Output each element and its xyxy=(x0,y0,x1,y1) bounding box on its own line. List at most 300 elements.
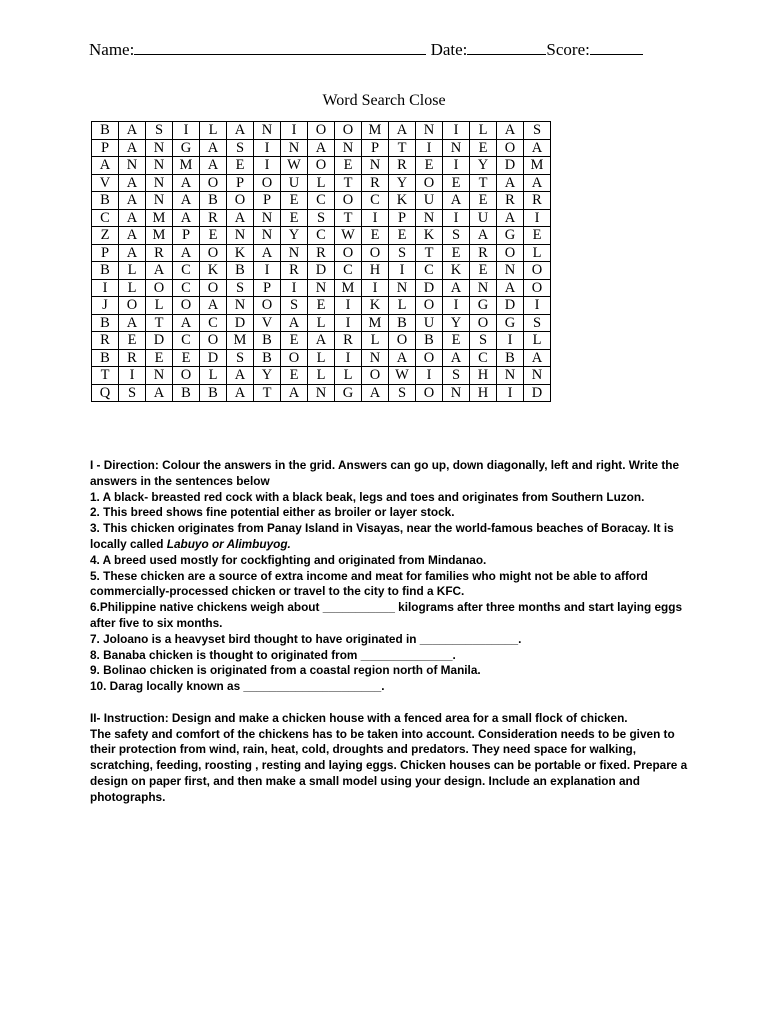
grid-cell[interactable]: O xyxy=(200,332,227,350)
grid-cell[interactable]: O xyxy=(173,367,200,385)
grid-cell[interactable]: O xyxy=(281,349,308,367)
question-6: 6.Philippine native chickens weigh about ___________ kilograms after three months and start laying eggs after five to six months. xyxy=(90,600,683,630)
grid-cell[interactable]: B xyxy=(227,262,254,280)
grid-cell[interactable]: E xyxy=(362,227,389,245)
grid-cell[interactable]: N xyxy=(362,157,389,175)
grid-cell[interactable]: N xyxy=(227,297,254,315)
grid-cell[interactable]: S xyxy=(227,279,254,297)
grid-cell[interactable]: O xyxy=(497,139,524,157)
grid-cell[interactable]: G xyxy=(497,314,524,332)
grid-cell[interactable]: N xyxy=(146,174,173,192)
question-1: 1. A black- breasted red cock with a black beak, legs and toes and originates from Southern Luzon. xyxy=(90,489,645,504)
grid-cell[interactable]: A xyxy=(227,367,254,385)
grid-cell[interactable]: D xyxy=(497,297,524,315)
grid-cell[interactable]: A xyxy=(92,157,119,175)
grid-row xyxy=(92,279,551,297)
grid-cell[interactable]: Y xyxy=(254,367,281,385)
grid-cell[interactable]: C xyxy=(335,262,362,280)
grid-cell[interactable]: U xyxy=(416,314,443,332)
grid-cell[interactable]: D xyxy=(416,279,443,297)
grid-cell[interactable]: A xyxy=(497,122,524,140)
question-10: 10. Darag locally known as _____________________. xyxy=(90,679,385,694)
grid-cell[interactable]: E xyxy=(470,139,497,157)
grid-cell[interactable]: O xyxy=(335,122,362,140)
grid-cell[interactable]: I xyxy=(362,279,389,297)
grid-cell[interactable]: N xyxy=(443,139,470,157)
grid-cell[interactable]: K xyxy=(200,262,227,280)
grid-cell[interactable]: O xyxy=(200,174,227,192)
grid-cell[interactable]: S xyxy=(524,122,551,140)
grid-cell[interactable]: E xyxy=(443,332,470,350)
grid-cell[interactable]: K xyxy=(416,227,443,245)
grid-cell[interactable]: E xyxy=(281,209,308,227)
grid-cell[interactable]: O xyxy=(470,314,497,332)
grid-cell[interactable]: T xyxy=(335,209,362,227)
grid-cell[interactable]: I xyxy=(254,139,281,157)
grid-cell[interactable]: O xyxy=(416,174,443,192)
grid-cell[interactable]: J xyxy=(92,297,119,315)
grid-cell[interactable]: B xyxy=(389,314,416,332)
grid-cell[interactable]: M xyxy=(362,122,389,140)
grid-cell[interactable]: Y xyxy=(470,157,497,175)
name-label: Name: xyxy=(89,40,135,59)
grid-cell[interactable]: R xyxy=(308,244,335,262)
grid-cell[interactable]: O xyxy=(119,297,146,315)
grid-cell[interactable]: I xyxy=(281,122,308,140)
grid-cell[interactable]: A xyxy=(497,174,524,192)
grid-cell[interactable]: I xyxy=(254,157,281,175)
grid-cell[interactable]: B xyxy=(92,122,119,140)
grid-cell[interactable]: A xyxy=(119,174,146,192)
grid-cell[interactable]: S xyxy=(389,384,416,402)
grid-cell[interactable]: A xyxy=(119,192,146,210)
grid-cell[interactable]: G xyxy=(335,384,362,402)
grid-cell[interactable]: N xyxy=(254,122,281,140)
grid-cell[interactable]: N xyxy=(227,227,254,245)
grid-cell[interactable]: E xyxy=(416,157,443,175)
grid-cell[interactable]: A xyxy=(119,209,146,227)
grid-cell[interactable]: T xyxy=(389,139,416,157)
grid-cell[interactable]: A xyxy=(308,332,335,350)
grid-cell[interactable]: L xyxy=(308,367,335,385)
grid-cell[interactable]: C xyxy=(173,262,200,280)
grid-cell[interactable]: N xyxy=(470,279,497,297)
grid-cell[interactable]: A xyxy=(173,209,200,227)
grid-cell[interactable]: A xyxy=(119,227,146,245)
grid-cell[interactable]: A xyxy=(173,192,200,210)
grid-cell[interactable]: R xyxy=(119,349,146,367)
grid-cell[interactable]: A xyxy=(497,279,524,297)
grid-cell[interactable]: M xyxy=(146,227,173,245)
grid-cell[interactable]: A xyxy=(200,157,227,175)
grid-cell[interactable]: I xyxy=(119,367,146,385)
grid-cell[interactable]: L xyxy=(470,122,497,140)
grid-cell[interactable]: M xyxy=(227,332,254,350)
grid-cell[interactable]: O xyxy=(524,279,551,297)
grid-row xyxy=(92,349,551,367)
grid-cell[interactable]: N xyxy=(146,157,173,175)
grid-cell[interactable]: O xyxy=(254,174,281,192)
grid-row xyxy=(92,297,551,315)
grid-cell[interactable]: B xyxy=(92,314,119,332)
grid-cell[interactable]: O xyxy=(416,384,443,402)
grid-cell[interactable]: P xyxy=(389,209,416,227)
grid-cell[interactable]: E xyxy=(470,192,497,210)
grid-cell[interactable]: K xyxy=(443,262,470,280)
grid-cell[interactable]: D xyxy=(524,384,551,402)
grid-cell[interactable]: N xyxy=(146,367,173,385)
grid-cell[interactable]: H xyxy=(470,367,497,385)
grid-cell[interactable]: T xyxy=(254,384,281,402)
grid-cell[interactable]: A xyxy=(389,349,416,367)
grid-cell[interactable]: C xyxy=(416,262,443,280)
grid-cell[interactable]: C xyxy=(308,227,335,245)
date-blank[interactable] xyxy=(467,37,546,55)
grid-cell[interactable]: L xyxy=(524,332,551,350)
grid-cell[interactable]: I xyxy=(335,314,362,332)
grid-cell[interactable]: U xyxy=(281,174,308,192)
grid-cell[interactable]: M xyxy=(173,157,200,175)
grid-cell[interactable]: R xyxy=(200,209,227,227)
grid-cell[interactable]: C xyxy=(200,314,227,332)
grid-cell[interactable]: B xyxy=(92,262,119,280)
grid-cell[interactable]: I xyxy=(254,262,281,280)
grid-cell[interactable]: N xyxy=(524,367,551,385)
grid-cell[interactable]: C xyxy=(173,332,200,350)
grid-cell[interactable]: L xyxy=(308,349,335,367)
grid-cell[interactable]: C xyxy=(173,279,200,297)
grid-cell[interactable]: N xyxy=(146,192,173,210)
grid-cell[interactable]: E xyxy=(281,332,308,350)
grid-cell[interactable]: A xyxy=(119,139,146,157)
grid-cell[interactable]: I xyxy=(173,122,200,140)
grid-cell[interactable]: L xyxy=(389,297,416,315)
grid-cell[interactable]: I xyxy=(497,384,524,402)
grid-cell[interactable]: E xyxy=(443,244,470,262)
grid-cell[interactable]: I xyxy=(389,262,416,280)
grid-cell[interactable]: N xyxy=(416,209,443,227)
grid-cell[interactable]: A xyxy=(146,384,173,402)
grid-cell[interactable]: B xyxy=(254,332,281,350)
grid-cell[interactable]: N xyxy=(416,122,443,140)
grid-cell[interactable]: A xyxy=(443,349,470,367)
grid-cell[interactable]: S xyxy=(146,122,173,140)
grid-cell[interactable]: I xyxy=(443,122,470,140)
grid-row xyxy=(92,384,551,402)
grid-cell[interactable]: A xyxy=(200,139,227,157)
grid-cell[interactable]: S xyxy=(470,332,497,350)
grid-cell[interactable]: B xyxy=(200,192,227,210)
grid-cell[interactable]: A xyxy=(146,262,173,280)
grid-cell[interactable]: W xyxy=(389,367,416,385)
grid-cell[interactable]: O xyxy=(497,244,524,262)
grid-cell[interactable]: R xyxy=(362,174,389,192)
grid-cell[interactable]: O xyxy=(335,192,362,210)
grid-cell[interactable]: I xyxy=(443,157,470,175)
question-3-italic: Labuyo or Alimbuyog. xyxy=(166,536,291,551)
grid-cell[interactable]: O xyxy=(200,244,227,262)
grid-cell[interactable]: R xyxy=(497,192,524,210)
grid-cell[interactable]: D xyxy=(308,262,335,280)
grid-cell[interactable]: H xyxy=(470,384,497,402)
grid-cell[interactable]: S xyxy=(119,384,146,402)
question-2: 2. This breed shows fine potential either as broiler or layer stock. xyxy=(90,505,455,520)
grid-cell[interactable]: E xyxy=(200,227,227,245)
grid-cell[interactable]: P xyxy=(362,139,389,157)
grid-cell[interactable]: A xyxy=(119,244,146,262)
grid-cell[interactable]: E xyxy=(308,297,335,315)
grid-cell[interactable]: N xyxy=(119,157,146,175)
grid-cell[interactable]: K xyxy=(389,192,416,210)
grid-cell[interactable]: D xyxy=(497,157,524,175)
grid-cell[interactable]: L xyxy=(362,332,389,350)
grid-cell[interactable]: O xyxy=(362,367,389,385)
grid-cell[interactable]: R xyxy=(92,332,119,350)
grid-cell[interactable]: I xyxy=(416,139,443,157)
grid-cell[interactable]: C xyxy=(308,192,335,210)
grid-cell[interactable]: N xyxy=(281,244,308,262)
grid-cell[interactable]: P xyxy=(254,192,281,210)
grid-cell[interactable]: B xyxy=(200,384,227,402)
section-gap xyxy=(90,695,690,711)
grid-cell[interactable]: Y xyxy=(443,314,470,332)
grid-cell[interactable]: R xyxy=(524,192,551,210)
grid-cell[interactable]: I xyxy=(524,297,551,315)
score-label: Score: xyxy=(546,40,590,59)
grid-cell[interactable]: B xyxy=(497,349,524,367)
grid-cell[interactable]: O xyxy=(227,192,254,210)
grid-cell[interactable]: I xyxy=(362,209,389,227)
grid-cell[interactable]: O xyxy=(524,262,551,280)
grid-cell[interactable]: M xyxy=(362,314,389,332)
grid-cell[interactable]: S xyxy=(443,227,470,245)
grid-cell[interactable]: E xyxy=(173,349,200,367)
grid-cell[interactable]: N xyxy=(254,227,281,245)
grid-cell[interactable]: N xyxy=(335,139,362,157)
question-4: 4. A breed used mostly for cockfighting and originated from Mindanao. xyxy=(90,552,487,567)
grid-cell[interactable]: A xyxy=(173,244,200,262)
grid-row xyxy=(92,244,551,262)
grid-cell[interactable]: L xyxy=(146,297,173,315)
grid-cell[interactable]: V xyxy=(92,174,119,192)
grid-cell[interactable]: N xyxy=(389,279,416,297)
grid-cell[interactable]: H xyxy=(362,262,389,280)
grid-cell[interactable]: R xyxy=(146,244,173,262)
grid-cell[interactable]: Q xyxy=(92,384,119,402)
grid-cell[interactable]: A xyxy=(227,209,254,227)
grid-cell[interactable]: A xyxy=(119,122,146,140)
grid-cell[interactable]: I xyxy=(497,332,524,350)
grid-cell[interactable]: T xyxy=(470,174,497,192)
grid-cell[interactable]: S xyxy=(389,244,416,262)
grid-cell[interactable]: W xyxy=(281,157,308,175)
grid-cell[interactable]: A xyxy=(119,314,146,332)
grid-cell[interactable]: N xyxy=(362,349,389,367)
grid-cell[interactable]: I xyxy=(443,209,470,227)
grid-cell[interactable]: A xyxy=(524,349,551,367)
grid-cell[interactable]: A xyxy=(308,139,335,157)
grid-cell[interactable]: N xyxy=(308,384,335,402)
grid-cell[interactable]: E xyxy=(443,174,470,192)
grid-cell[interactable]: N xyxy=(443,384,470,402)
grid-cell[interactable]: U xyxy=(470,209,497,227)
grid-cell[interactable]: R xyxy=(389,157,416,175)
grid-cell[interactable]: B xyxy=(92,192,119,210)
grid-cell[interactable]: C xyxy=(92,209,119,227)
grid-cell[interactable]: O xyxy=(389,332,416,350)
grid-cell[interactable]: A xyxy=(362,384,389,402)
grid-cell[interactable]: S xyxy=(227,139,254,157)
grid-cell[interactable]: I xyxy=(335,297,362,315)
date-label: Date: xyxy=(430,40,468,59)
grid-cell[interactable]: R xyxy=(281,262,308,280)
grid-row xyxy=(92,209,551,227)
grid-cell[interactable]: O xyxy=(254,297,281,315)
grid-cell[interactable]: N xyxy=(497,367,524,385)
grid-cell[interactable]: S xyxy=(524,314,551,332)
grid-cell[interactable]: R xyxy=(335,332,362,350)
grid-cell[interactable]: E xyxy=(335,157,362,175)
grid-cell[interactable]: N xyxy=(146,139,173,157)
grid-cell[interactable]: M xyxy=(335,279,362,297)
grid-cell[interactable]: N xyxy=(281,139,308,157)
grid-cell[interactable]: A xyxy=(173,314,200,332)
grid-cell[interactable]: K xyxy=(227,244,254,262)
grid-cell[interactable]: O xyxy=(308,157,335,175)
question-9: 9. Bolinao chicken is originated from a coastal region north of Manila. xyxy=(90,663,481,678)
grid-cell[interactable]: E xyxy=(227,157,254,175)
grid-cell[interactable]: A xyxy=(389,122,416,140)
grid-cell[interactable]: V xyxy=(254,314,281,332)
direction-text: I - Direction: Colour the answers in the grid. Answers can go up, down diagonally, left and right. Write the answers in the sentences below xyxy=(90,458,680,488)
grid-cell[interactable]: O xyxy=(173,297,200,315)
grid-cell[interactable]: I xyxy=(92,279,119,297)
grid-cell[interactable]: L xyxy=(119,262,146,280)
grid-cell[interactable]: C xyxy=(470,349,497,367)
grid-cell[interactable]: A xyxy=(524,139,551,157)
grid-cell[interactable]: W xyxy=(335,227,362,245)
grid-cell[interactable]: A xyxy=(254,244,281,262)
grid-cell[interactable]: D xyxy=(146,332,173,350)
grid-cell[interactable]: O xyxy=(200,279,227,297)
grid-cell[interactable]: D xyxy=(227,314,254,332)
grid-cell[interactable]: R xyxy=(470,244,497,262)
grid-cell[interactable]: G xyxy=(497,227,524,245)
grid-cell[interactable]: O xyxy=(335,244,362,262)
grid-cell[interactable]: L xyxy=(308,314,335,332)
grid-cell[interactable]: A xyxy=(281,384,308,402)
grid-cell[interactable]: A xyxy=(200,297,227,315)
grid-cell[interactable]: B xyxy=(173,384,200,402)
grid-cell[interactable]: I xyxy=(335,349,362,367)
grid-cell[interactable]: L xyxy=(119,279,146,297)
grid-cell[interactable]: L xyxy=(308,174,335,192)
grid-cell[interactable]: K xyxy=(362,297,389,315)
grid-row xyxy=(92,192,551,210)
grid-cell[interactable]: I xyxy=(524,209,551,227)
grid-cell[interactable]: L xyxy=(200,122,227,140)
grid-cell[interactable]: O xyxy=(146,279,173,297)
grid-cell[interactable]: E xyxy=(146,349,173,367)
grid-cell[interactable]: T xyxy=(92,367,119,385)
grid-cell[interactable]: A xyxy=(470,227,497,245)
grid-cell[interactable]: S xyxy=(443,367,470,385)
grid-cell[interactable]: P xyxy=(173,227,200,245)
grid-cell[interactable]: A xyxy=(227,122,254,140)
grid-cell[interactable]: S xyxy=(227,349,254,367)
grid-cell[interactable]: A xyxy=(443,279,470,297)
grid-cell[interactable]: A xyxy=(173,174,200,192)
grid-cell[interactable]: Z xyxy=(92,227,119,245)
grid-cell[interactable]: B xyxy=(254,349,281,367)
grid-cell[interactable]: U xyxy=(416,192,443,210)
grid-cell[interactable]: O xyxy=(416,349,443,367)
grid-cell[interactable]: S xyxy=(308,209,335,227)
grid-row xyxy=(92,314,551,332)
worksheet-title: Word Search Close xyxy=(322,92,446,109)
grid-cell[interactable]: P xyxy=(92,244,119,262)
grid-cell[interactable]: E xyxy=(389,227,416,245)
grid-cell[interactable]: G xyxy=(470,297,497,315)
grid-cell[interactable]: P xyxy=(227,174,254,192)
grid-cell[interactable]: I xyxy=(443,297,470,315)
grid-cell[interactable]: O xyxy=(416,297,443,315)
grid-cell[interactable]: A xyxy=(443,192,470,210)
grid-cell[interactable]: A xyxy=(497,209,524,227)
grid-cell[interactable]: O xyxy=(362,244,389,262)
grid-cell[interactable]: T xyxy=(146,314,173,332)
score-blank[interactable] xyxy=(590,37,643,55)
grid-cell[interactable]: N xyxy=(497,262,524,280)
grid-cell[interactable]: A xyxy=(227,384,254,402)
grid-cell[interactable]: E xyxy=(470,262,497,280)
grid-cell[interactable]: P xyxy=(254,279,281,297)
grid-row xyxy=(92,157,551,175)
grid-cell[interactable]: T xyxy=(335,174,362,192)
grid-cell[interactable]: O xyxy=(308,122,335,140)
grid-cell[interactable]: D xyxy=(200,349,227,367)
grid-cell[interactable]: N xyxy=(254,209,281,227)
grid-cell[interactable]: E xyxy=(524,227,551,245)
grid-cell[interactable]: L xyxy=(524,244,551,262)
grid-cell[interactable]: Y xyxy=(389,174,416,192)
grid-cell[interactable]: M xyxy=(524,157,551,175)
grid-cell[interactable]: C xyxy=(362,192,389,210)
question-5: 5. These chicken are a source of extra income and meat for families who might not be able to afford commercially-processed chicken or travel to the city to find a KFC. xyxy=(90,568,648,599)
grid-cell[interactable]: G xyxy=(173,139,200,157)
grid-cell[interactable]: A xyxy=(281,314,308,332)
name-blank[interactable] xyxy=(134,37,426,55)
grid-cell[interactable]: Y xyxy=(281,227,308,245)
question-7: 7. Joloano is a heavyset bird thought to have originated in _______________. xyxy=(90,631,522,646)
grid-cell[interactable]: L xyxy=(335,367,362,385)
grid-cell[interactable]: E xyxy=(281,192,308,210)
grid-cell[interactable]: M xyxy=(146,209,173,227)
grid-cell[interactable]: N xyxy=(308,279,335,297)
grid-row xyxy=(92,262,551,280)
grid-cell[interactable]: E xyxy=(281,367,308,385)
grid-cell[interactable]: E xyxy=(119,332,146,350)
grid-cell[interactable]: B xyxy=(92,349,119,367)
grid-cell[interactable]: B xyxy=(416,332,443,350)
grid-cell[interactable]: I xyxy=(281,279,308,297)
grid-cell[interactable]: A xyxy=(524,174,551,192)
grid-cell[interactable]: L xyxy=(200,367,227,385)
grid-cell[interactable]: S xyxy=(281,297,308,315)
grid-cell[interactable]: P xyxy=(92,139,119,157)
grid-cell[interactable]: T xyxy=(416,244,443,262)
grid-cell[interactable]: I xyxy=(416,367,443,385)
